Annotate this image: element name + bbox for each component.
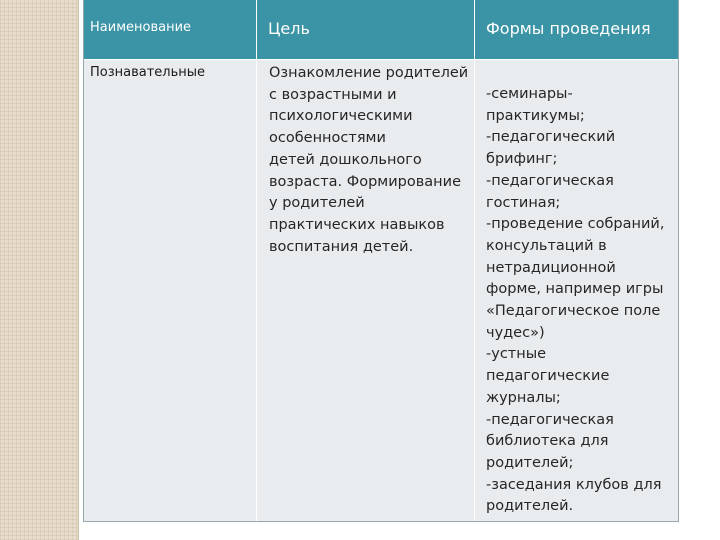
cell-goal: Ознакомление родителей с возрастными и психологическими особенностями детей дошкольного возраста. Формирование у родителей практических навыков воспитания детей.	[269, 65, 469, 255]
decorative-side-strip	[0, 0, 79, 540]
header-goal: Цель	[268, 19, 310, 38]
column-divider-1	[256, 0, 257, 521]
header-divider	[84, 59, 678, 60]
forms-table	[83, 0, 679, 522]
cell-name: Познавательные	[90, 65, 206, 80]
column-divider-2	[474, 0, 475, 521]
header-forms: Формы проведения	[486, 19, 651, 38]
cell-forms: -семинары- практикумы; -педагогический брифинг; -педагогическая гостиная; -проведение собраний, консультаций в нетрадиционной форме, например игры «Педагогическое поле чудес») -устные педагогические журналы; -педагогическая библиотека для родителей; -заседания клубов для родителей.	[486, 86, 665, 515]
header-name: Наименование	[90, 20, 192, 35]
